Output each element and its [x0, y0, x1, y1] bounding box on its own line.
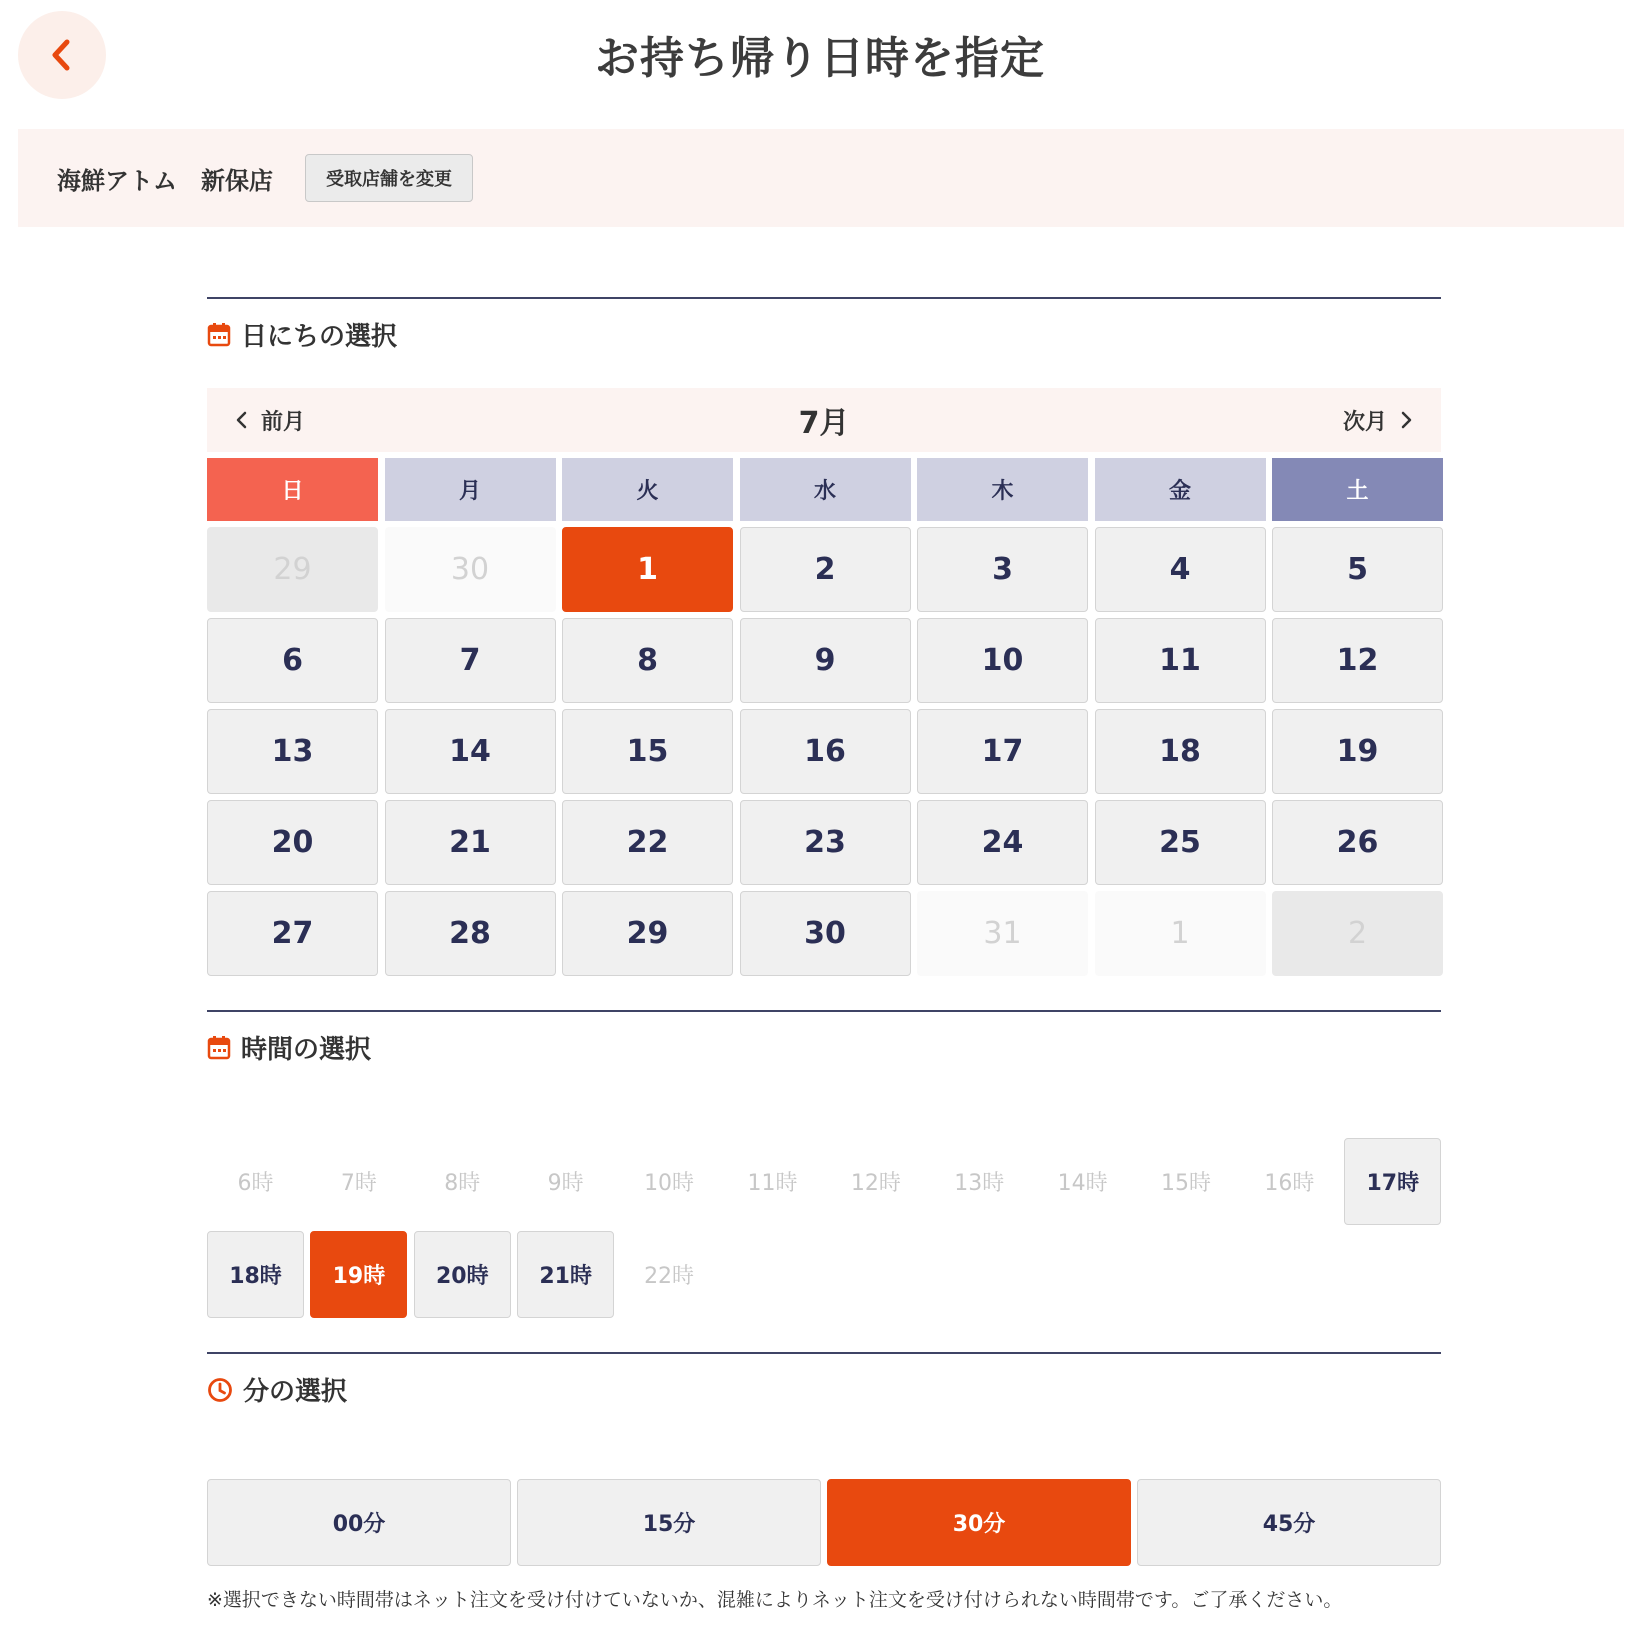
hour-option[interactable]: 18時 — [207, 1231, 304, 1318]
month-label: 7月 — [798, 406, 850, 441]
minute-option-selected[interactable]: 30分 — [827, 1479, 1131, 1566]
calendar-day[interactable]: 8 — [562, 618, 733, 703]
hour-option: 14時 — [1057, 1171, 1108, 1196]
store-bar — [18, 129, 1624, 227]
calendar-day[interactable]: 7 — [385, 618, 556, 703]
calendar-day-selected[interactable]: 1 — [562, 527, 733, 612]
section-title: 分の選択 — [243, 1377, 348, 1407]
calendar-day[interactable]: 28 — [385, 891, 556, 976]
store-name: 海鮮アトム 新保店 — [57, 166, 273, 195]
calendar-day[interactable]: 25 — [1095, 800, 1266, 885]
hour-option: 16時 — [1264, 1171, 1315, 1196]
calendar-day[interactable]: 11 — [1095, 618, 1266, 703]
calendar-day: 30 — [385, 527, 556, 612]
weekday-saturday: 土 — [1272, 458, 1443, 521]
hour-option: 9時 — [547, 1171, 584, 1196]
calendar-day[interactable]: 26 — [1272, 800, 1443, 885]
calendar-day: 29 — [207, 527, 378, 612]
weekday-friday: 金 — [1095, 458, 1266, 521]
hour-option: 13時 — [954, 1171, 1005, 1196]
next-month-label: 次月 — [1342, 409, 1387, 435]
weekday-tuesday: 火 — [562, 458, 733, 521]
weekday-thursday: 木 — [917, 458, 1088, 521]
hour-option: 8時 — [444, 1171, 481, 1196]
calendar-day[interactable]: 12 — [1272, 618, 1443, 703]
availability-note: ※選択できない時間帯はネット注文を受け付けていないか、混雑によりネット注文を受け付けられない時間帯です。ご了承ください。 — [207, 1589, 1343, 1611]
calendar-day[interactable]: 29 — [562, 891, 733, 976]
hour-option[interactable]: 21時 — [517, 1231, 614, 1318]
minute-option[interactable]: 45分 — [1137, 1479, 1441, 1566]
calendar-day[interactable]: 30 — [740, 891, 911, 976]
calendar-day[interactable]: 24 — [917, 800, 1088, 885]
calendar-day[interactable]: 5 — [1272, 527, 1443, 612]
calendar-day[interactable]: 10 — [917, 618, 1088, 703]
next-month-button[interactable] — [1343, 405, 1413, 436]
hour-option: 12時 — [850, 1171, 901, 1196]
hour-option: 6時 — [237, 1171, 274, 1196]
hour-section-heading — [207, 1029, 371, 1066]
calendar-icon — [207, 322, 231, 348]
calendar-day[interactable]: 15 — [562, 709, 733, 794]
weekday-wednesday: 水 — [740, 458, 911, 521]
calendar-day[interactable]: 4 — [1095, 527, 1266, 612]
section-divider — [207, 1010, 1441, 1012]
hour-options — [207, 1138, 1441, 1318]
calendar-day: 2 — [1272, 891, 1443, 976]
weekday-sunday: 日 — [207, 458, 378, 521]
calendar-day[interactable]: 23 — [740, 800, 911, 885]
calendar-day[interactable]: 22 — [562, 800, 733, 885]
hour-option: 22時 — [644, 1264, 695, 1289]
calendar-day[interactable]: 18 — [1095, 709, 1266, 794]
calendar-day[interactable]: 14 — [385, 709, 556, 794]
calendar-day[interactable]: 19 — [1272, 709, 1443, 794]
calendar-day[interactable]: 13 — [207, 709, 378, 794]
chevron-right-icon — [1399, 410, 1413, 430]
change-store-button[interactable]: 受取店舗を変更 — [305, 154, 473, 202]
section-title: 時間の選択 — [241, 1035, 372, 1065]
hour-option[interactable]: 20時 — [414, 1231, 511, 1318]
date-section-heading — [207, 316, 397, 353]
section-divider — [207, 297, 1441, 299]
minute-section-heading — [207, 1371, 347, 1408]
minute-options — [207, 1479, 1441, 1566]
hour-option: 11時 — [747, 1171, 798, 1196]
calendar-days — [207, 527, 1441, 976]
calendar-day[interactable]: 20 — [207, 800, 378, 885]
calendar-icon — [207, 1035, 231, 1061]
calendar-day[interactable]: 16 — [740, 709, 911, 794]
calendar-day[interactable]: 17 — [917, 709, 1088, 794]
page-title: お持ち帰り日時を指定 — [595, 33, 1045, 84]
minute-option[interactable]: 00分 — [207, 1479, 511, 1566]
weekday-header — [207, 458, 1441, 521]
calendar-day[interactable]: 3 — [917, 527, 1088, 612]
section-divider — [207, 1352, 1441, 1354]
weekday-monday: 月 — [385, 458, 556, 521]
chevron-left-icon — [235, 410, 249, 430]
calendar-day: 1 — [1095, 891, 1266, 976]
prev-month-label: 前月 — [261, 409, 306, 435]
calendar-day: 31 — [917, 891, 1088, 976]
minute-option[interactable]: 15分 — [517, 1479, 821, 1566]
prev-month-button[interactable] — [235, 405, 305, 436]
section-title: 日にちの選択 — [241, 322, 398, 352]
hour-option: 7時 — [340, 1171, 377, 1196]
hour-option: 10時 — [644, 1171, 695, 1196]
calendar-day[interactable]: 27 — [207, 891, 378, 976]
hour-option-selected[interactable]: 19時 — [310, 1231, 407, 1318]
hour-option[interactable]: 17時 — [1344, 1138, 1441, 1225]
calendar-day[interactable]: 6 — [207, 618, 378, 703]
month-navigation — [207, 388, 1441, 452]
hour-option: 15時 — [1161, 1171, 1212, 1196]
clock-icon — [207, 1377, 233, 1403]
calendar-day[interactable]: 2 — [740, 527, 911, 612]
calendar-day[interactable]: 9 — [740, 618, 911, 703]
calendar-day[interactable]: 21 — [385, 800, 556, 885]
